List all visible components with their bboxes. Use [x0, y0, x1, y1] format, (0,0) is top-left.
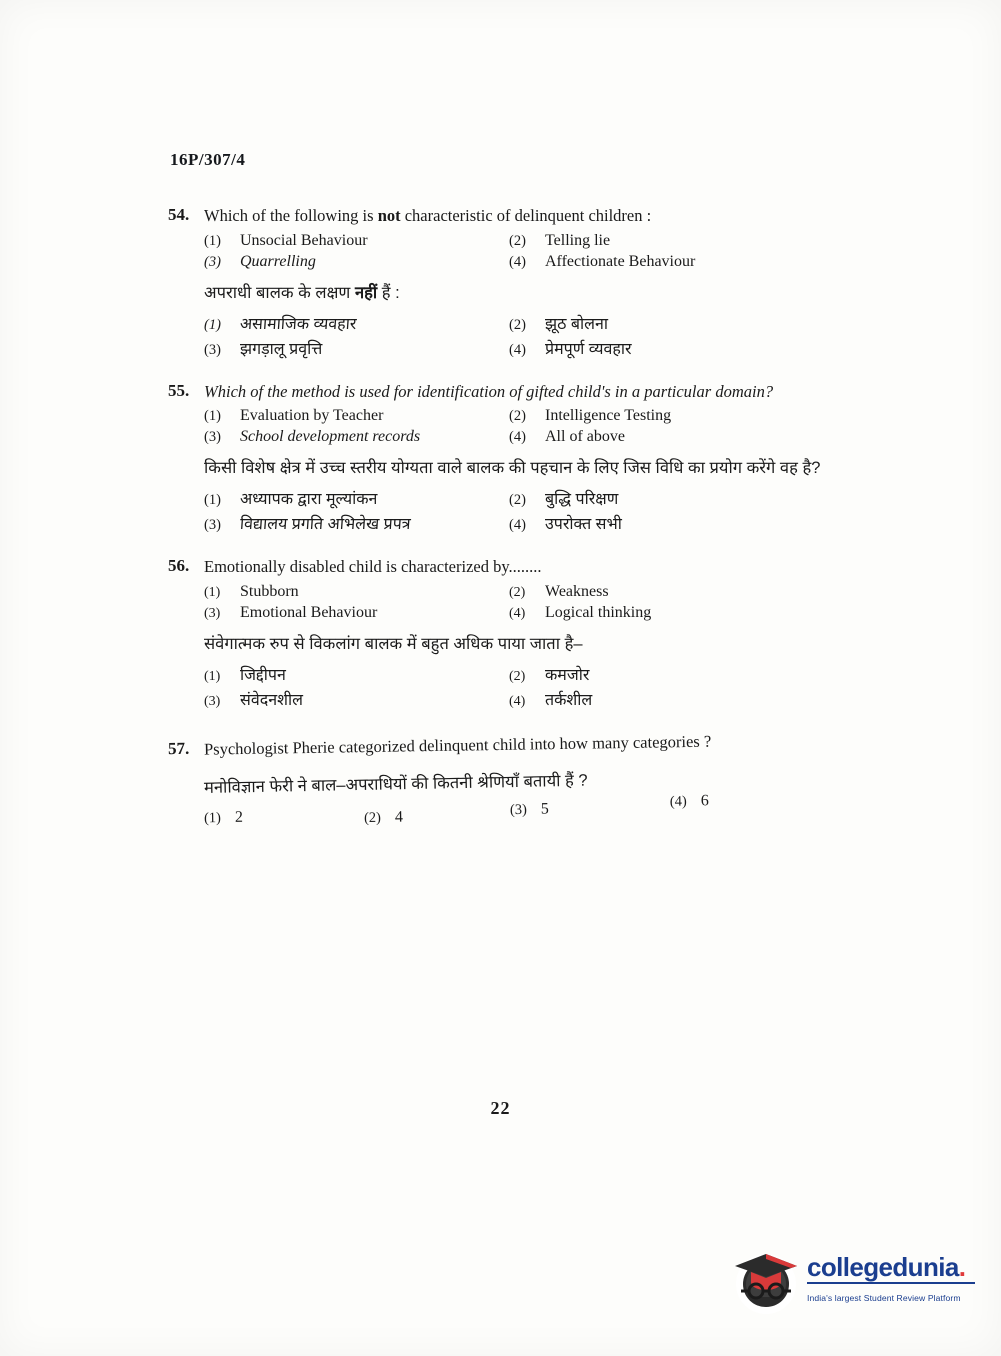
option-value: कमजोर [545, 666, 590, 684]
option-1[interactable] [204, 663, 509, 685]
option-label: (4) [509, 341, 526, 358]
option-row [204, 583, 828, 601]
question-text-part: characteristic of delinquent children : [400, 206, 652, 225]
option-label: (1) [203, 810, 222, 827]
question-number: 54. [168, 205, 190, 224]
question-text-hindi: संवेगात्मक रुप से विकलांग बालक में बहुत अधिक पाया जाता है– [204, 634, 583, 653]
option-2[interactable] [364, 807, 510, 827]
option-2[interactable] [509, 487, 828, 509]
option-label: (2) [509, 584, 526, 600]
question-number: 55. [168, 380, 190, 400]
option-value: Telling lie [545, 231, 611, 249]
watermark-tagline-wrap [807, 1288, 979, 1303]
options-hindi [204, 663, 828, 710]
options-english [204, 583, 828, 622]
option-value: Intelligence Testing [545, 407, 672, 425]
question-text-english: Which of the method is used for identification of gifted child's in a particular domain? [204, 381, 774, 401]
question-text-english: Emotionally disabled child is characterized by........ [204, 557, 542, 577]
page-number: 22 [490, 1098, 511, 1118]
option-4[interactable] [509, 604, 828, 622]
options-english [204, 232, 828, 271]
question-number: 56. [168, 556, 190, 576]
option-label: (3) [509, 801, 527, 819]
question-text-english: Psychologist Pherie categorized delinquent child into how many categories ? [203, 731, 712, 759]
question-text-part: हैं : [377, 283, 400, 302]
option-value: Logical thinking [545, 603, 652, 621]
collegedunia-watermark [729, 1238, 979, 1330]
option-3[interactable] [510, 799, 670, 819]
watermark-brand [807, 1254, 979, 1280]
option-2[interactable] [509, 583, 828, 601]
option-value: Affectionate Behaviour [545, 252, 696, 270]
question-item [168, 556, 828, 710]
option-2[interactable] [509, 663, 828, 685]
question-item [168, 205, 828, 359]
option-label: (4) [509, 429, 526, 446]
option-row [204, 688, 828, 710]
option-3[interactable] [204, 688, 509, 710]
option-label: (2) [509, 408, 526, 425]
option-value: Evaluation by Teacher [240, 407, 384, 425]
option-value: Unsocial Behaviour [240, 231, 368, 249]
option-label: (1) [204, 668, 221, 684]
option-label: (3) [204, 429, 221, 446]
options-english [204, 407, 828, 446]
option-value: तर्कशील [545, 691, 593, 709]
option-value: Stubborn [240, 582, 299, 600]
option-label: (3) [204, 253, 221, 270]
option-row [204, 604, 828, 622]
question-text-english [204, 205, 828, 228]
option-value: 2 [234, 808, 244, 826]
option-label: (4) [669, 793, 687, 810]
option-label: (2) [509, 492, 526, 509]
option-4[interactable] [509, 253, 828, 271]
watermark-text [807, 1254, 979, 1280]
option-3[interactable] [204, 428, 509, 446]
option-label: (3) [204, 605, 221, 621]
option-label: (4) [509, 517, 526, 534]
option-label: (4) [509, 253, 526, 270]
question-item [168, 381, 828, 535]
option-label: (3) [204, 517, 221, 534]
option-value: Weakness [545, 582, 609, 600]
watermark-tagline: India's largest Student Review Platform [807, 1293, 961, 1303]
option-value: असामाजिक व्यवहार [239, 315, 357, 333]
option-4[interactable] [509, 688, 828, 710]
option-label: (2) [509, 316, 526, 333]
option-value: झूठ बोलना [545, 315, 608, 333]
option-value: झगड़ालू प्रवृत्ति [240, 340, 323, 358]
option-4[interactable] [509, 428, 828, 446]
option-value: All of above [545, 428, 625, 446]
option-label: (2) [363, 809, 382, 827]
option-label: (3) [204, 341, 221, 358]
question-text-hindi: मनोविज्ञान फेरी ने बाल–अपराधियों की कितनी श्रेणियाँ बतायी हैं ? [203, 771, 588, 798]
option-value: संवेदनशील [240, 691, 303, 709]
option-row [204, 312, 828, 334]
option-label: (1) [204, 584, 221, 600]
question-list [168, 205, 828, 833]
option-row [204, 428, 828, 446]
option-4[interactable] [670, 792, 709, 811]
option-label: (1) [204, 316, 221, 333]
option-row [204, 232, 828, 250]
option-value: 6 [700, 792, 709, 810]
option-value: 4 [394, 808, 404, 826]
option-4[interactable] [509, 512, 828, 534]
option-3[interactable] [204, 512, 509, 534]
option-value: जिद्दीपन [240, 666, 286, 684]
option-row [204, 663, 828, 685]
option-value: Emotional Behaviour [240, 603, 378, 621]
question-text-part: अपराधी बालक के लक्षण [204, 283, 355, 302]
question-text-part: Which of the following is [204, 206, 378, 225]
option-label: (4) [509, 693, 526, 709]
option-value: प्रेमपूर्ण व्यवहार [545, 340, 632, 358]
graduation-cap-avatar-icon [729, 1244, 803, 1318]
option-row [204, 337, 828, 359]
option-row [204, 512, 828, 534]
watermark-divider [807, 1282, 975, 1284]
option-3[interactable] [204, 604, 509, 622]
question-item [167, 731, 828, 827]
option-1[interactable] [204, 807, 364, 827]
watermark-brand-name: collegedunia [807, 1252, 959, 1282]
option-value: अध्यापक द्वारा मूल्यांकन [240, 491, 378, 509]
option-value: Quarrelling [240, 252, 316, 270]
option-label: (2) [509, 668, 526, 684]
option-3[interactable] [204, 253, 509, 271]
option-label: (4) [509, 605, 526, 621]
option-3[interactable] [204, 337, 509, 359]
option-2[interactable] [509, 312, 828, 334]
option-1[interactable] [204, 583, 509, 601]
option-1[interactable] [204, 407, 509, 425]
options-hindi [204, 487, 828, 534]
option-row [204, 487, 828, 509]
question-text-emphasis: not [377, 206, 401, 225]
option-value: उपरोक्त सभी [545, 516, 622, 534]
option-2[interactable] [509, 407, 828, 425]
option-1[interactable] [204, 232, 509, 250]
option-label: (1) [204, 408, 221, 425]
option-value: बुद्धि परिक्षण [545, 491, 619, 509]
options-hindi [204, 312, 828, 359]
option-value: School development records [240, 428, 421, 446]
option-4[interactable] [509, 337, 828, 359]
question-number: 57. [167, 738, 190, 758]
option-value: 5 [540, 800, 549, 818]
option-1[interactable] [204, 487, 509, 509]
watermark-accent-dot: . [958, 1252, 966, 1282]
option-label: (1) [204, 232, 221, 249]
option-row [204, 253, 828, 271]
option-1[interactable] [204, 312, 509, 334]
question-text-emphasis: नहीं [354, 283, 378, 302]
option-label: (3) [204, 693, 221, 709]
option-2[interactable] [509, 232, 828, 250]
question-text-hindi: किसी विशेष क्षेत्र में उच्च स्तरीय योग्यता वाले बालक की पहचान के लिए जिस विधि का प्रयोग करेंगे वह है? [204, 459, 821, 478]
option-row [204, 407, 828, 425]
question-text-hindi [204, 281, 828, 306]
paper-code: 16P/307/4 [170, 150, 246, 169]
option-label: (2) [509, 232, 526, 249]
option-value: विद्यालय प्रगति अभिलेख प्रपत्र [239, 516, 412, 534]
option-label: (1) [204, 492, 221, 509]
options-numeric [203, 792, 828, 828]
